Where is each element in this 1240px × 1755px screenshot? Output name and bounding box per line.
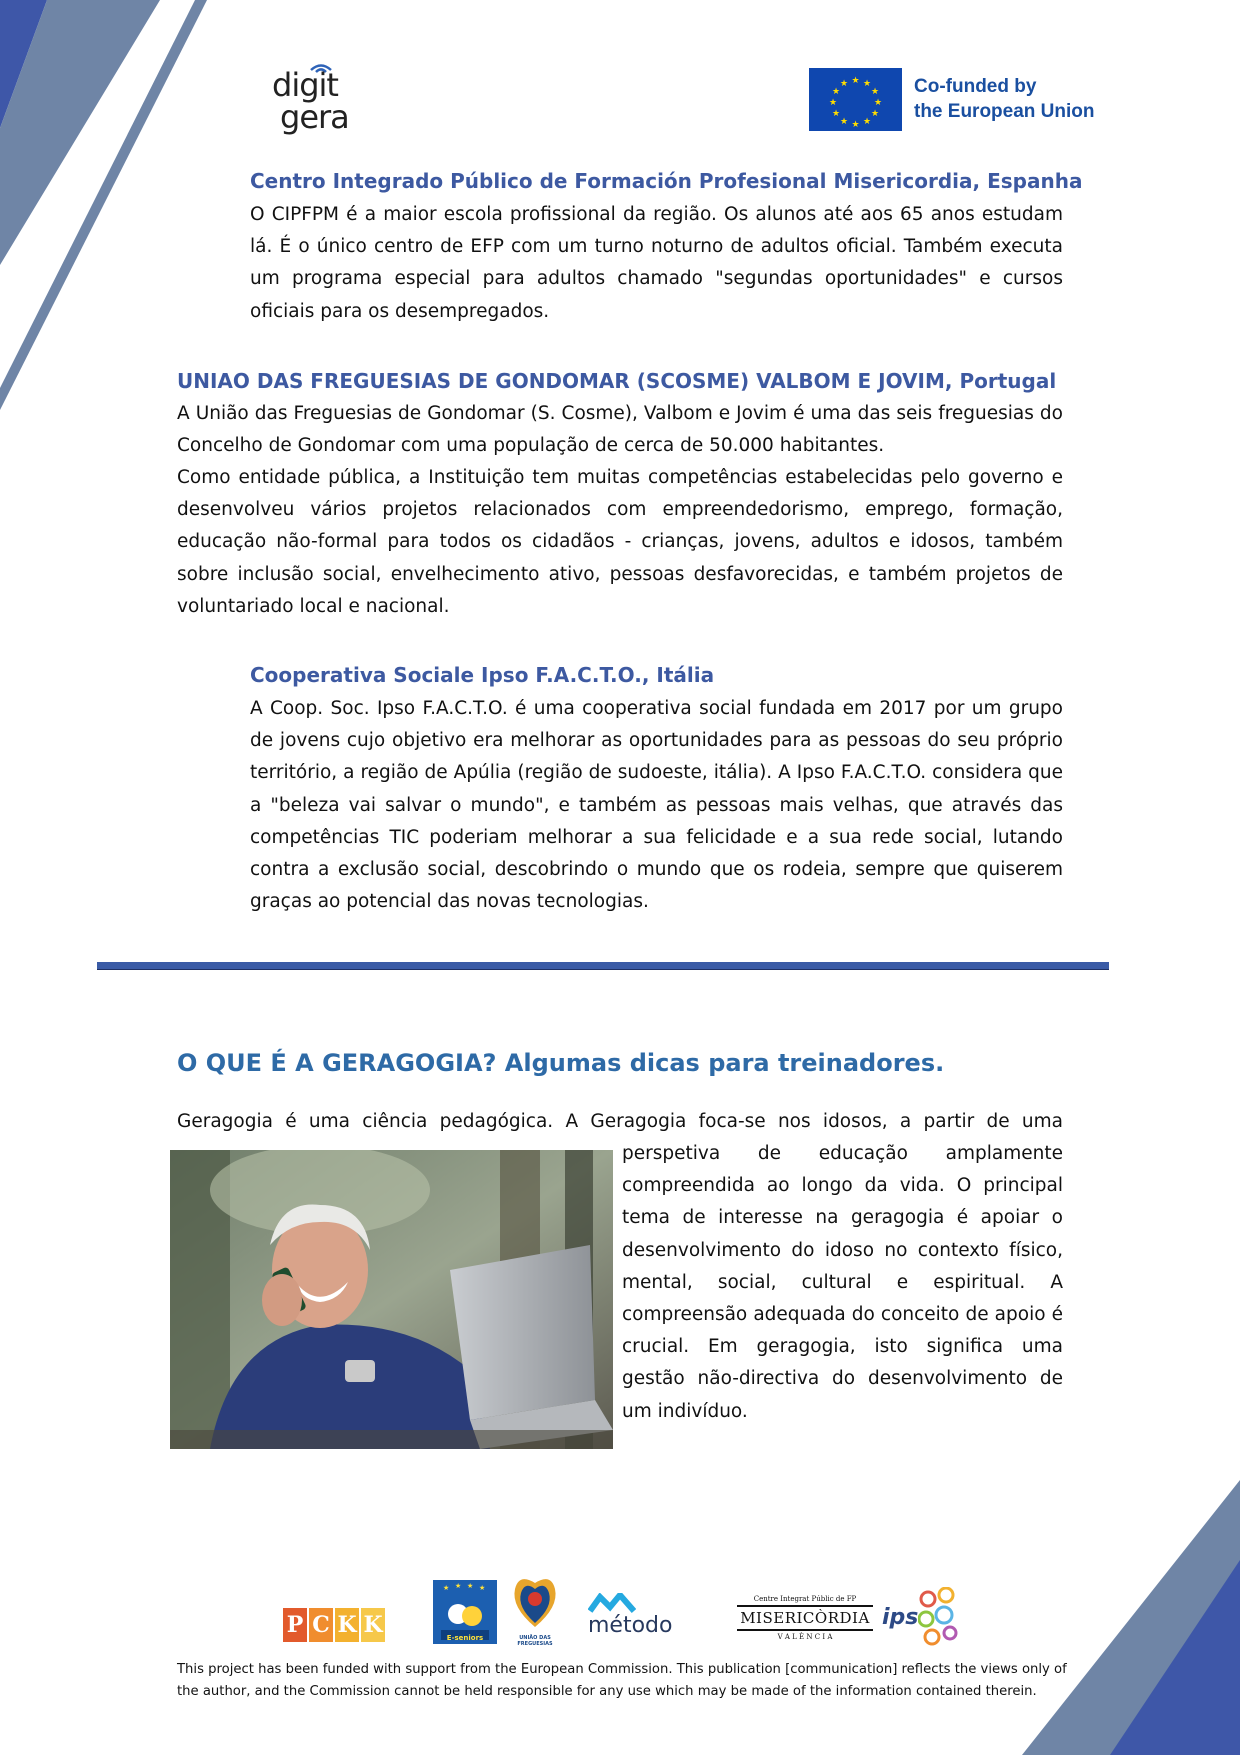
svg-text:★: ★ [479, 1584, 486, 1592]
ipso-facto-logo: ips [882, 1587, 962, 1649]
uniao-freguesias-logo: UNIÃO DAS FREGUESIAS [505, 1567, 565, 1649]
section-title-cipfpm: Centro Integrado Público de Formación Profesional Misericordia, Espanha [250, 169, 1083, 193]
svg-text:★: ★ [839, 117, 849, 127]
svg-text:★: ★ [862, 79, 872, 89]
senior-laptop-photo [170, 1150, 613, 1449]
logo-line1: digit [272, 66, 338, 104]
svg-text:★: ★ [839, 79, 849, 89]
eu-cofunded-text: Co-funded by the European Union [914, 76, 1095, 122]
partner-logos [280, 1565, 970, 1655]
svg-text:★: ★ [467, 1582, 474, 1590]
pckk-logo: P C K K [283, 1608, 385, 1642]
geragogia-body: perspetiva de educação amplamente compreendida ao longo da vida. O principal tema de interesse na geragogia é apoiar o desenvolvimento do idoso no contexto físico, mental, social, cultural e espiritual. A compreensão adequada do conceito de apoio é crucial. Em geragogia, isto significa uma gestão não-directiva do desenvolvimento de um indivíduo. [622, 1143, 1063, 1422]
svg-text:★: ★ [828, 98, 838, 108]
misericordia-logo: Centre Integrat Públic de FP MISERICÒRDIA V A L È N C I A [737, 1595, 873, 1645]
section-title-uniao: UNIAO DAS FREGUESIAS DE GONDOMAR (SCOSME) VALBOM E JOVIM, Portugal [177, 369, 1057, 393]
eseniors-logo: ★ ★ ★ ★ E-seniors [433, 1580, 497, 1644]
svg-text:★: ★ [862, 117, 872, 127]
metodo-logo: método [588, 1593, 678, 1643]
section-title-ipso: Cooperativa Sociale Ipso F.A.C.T.O., Itália [250, 663, 715, 687]
section-text-cipfpm: O CIPFPM é a maior escola profissional da região. Os alunos até aos 65 anos estudam lá. É o único centro de EFP com um turno noturno de adultos oficial. Também executa um programa especial para adultos chamado "segundas oportunidades" e cursos oficiais para os desempregados. [250, 204, 1063, 322]
svg-text:★: ★ [870, 87, 880, 97]
funding-disclaimer: This project has been funded with support from the European Commission. This publication [communication] reflects the views only of the author, and the Commission cannot be held responsible for any use which may be made of the information contained therein. [177, 1662, 1067, 1699]
svg-text:★: ★ [870, 109, 880, 119]
geragogia-lead: Geragogia é uma ciência pedagógica. A Geragogia foca-se nos idosos, a partir de uma [177, 1111, 1063, 1132]
svg-text:★: ★ [851, 76, 860, 86]
geragogia-heading: O QUE É A GERAGOGIA? Algumas dicas para treinadores. [177, 1049, 945, 1077]
svg-text:★: ★ [831, 87, 841, 97]
eu-flag [809, 68, 902, 131]
section-text-uniao-2: Como entidade pública, a Instituição tem muitas competências estabelecidas pelo governo e desenvolveu vários projetos relacionados com empreendedorismo, emprego, formação, educação não-formal para todos os cidadãos - crianças, jovens, adultos e idosos, também sobre inclusão social, envelhecimento ativo, pessoas desfavorecidas, e também projetos de voluntariado local e nacional. [177, 467, 1063, 617]
section-text-uniao-1: A União das Freguesias de Gondomar (S. Cosme), Valbom e Jovim é uma das seis freguesias do Concelho de Gondomar com uma população de cerca de 50.000 habitantes. [177, 403, 1063, 457]
svg-text:★: ★ [851, 120, 860, 130]
digitgera-logo [270, 58, 370, 142]
section-divider [97, 962, 1109, 970]
logo-line2: gera [280, 98, 349, 136]
section-text-ipso: A Coop. Soc. Ipso F.A.C.T.O. é uma cooperativa social fundada em 2017 por um grupo de jovens cujo objetivo era melhorar as oportunidades para as pessoas do seu próprio território, a região de Apúlia (região de sudoeste, itália). A Ipso F.A.C.T.O. considera que a "beleza vai salvar o mundo", e também as pessoas mais velhas, que através das competências TIC poderiam melhorar a sua felicidade e a sua rede social, lutando contra a exclusão social, descobrindo o mundo que os rodeia, sempre que quiserem graças ao potencial das novas tecnologias. [250, 698, 1063, 913]
svg-text:★: ★ [831, 109, 841, 119]
svg-text:★: ★ [873, 98, 883, 108]
svg-text:★: ★ [455, 1582, 462, 1590]
svg-text:★: ★ [443, 1584, 450, 1592]
